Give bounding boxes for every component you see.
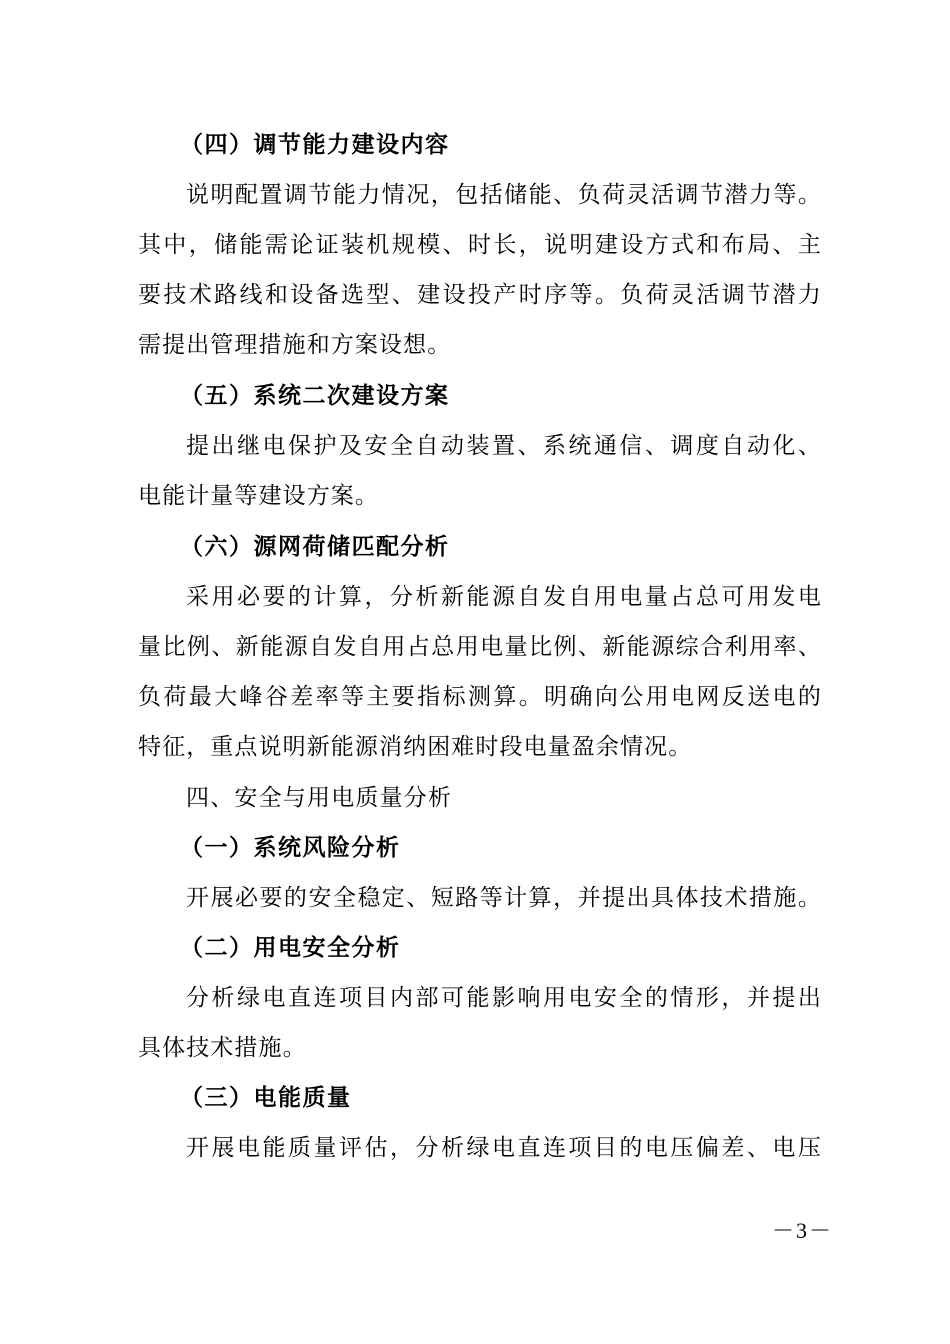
paragraph-line: 具体技术措施。 [138, 1035, 307, 1061]
subsection-heading-1: （一）系统风险分析 [180, 835, 401, 861]
paragraph-line: 特征，重点说明新能源消纳困难时段电量盈余情况。 [138, 734, 693, 760]
paragraph-line: 负荷最大峰谷差率等主要指标测算。明确向公用电网反送电的 [138, 684, 822, 710]
paragraph-line: 电能计量等建设方案。 [138, 483, 379, 509]
chapter-heading: 四、安全与用电质量分析 [186, 785, 453, 811]
paragraph-line: 说明配置调节能力情况，包括储能、负荷灵活调节潜力等。 [186, 182, 822, 208]
paragraph-line: 分析绿电直连项目内部可能影响用电安全的情形，并提出 [186, 985, 822, 1011]
paragraph-line: 其中，储能需论证装机规模、时长，说明建设方式和布局、主 [138, 232, 822, 258]
paragraph-line: 采用必要的计算，分析新能源自发自用电量占总可用发电 [186, 584, 822, 610]
section-heading-5: （五）系统二次建设方案 [180, 383, 450, 409]
paragraph-line: 需提出管理措施和方案设想。 [138, 332, 452, 358]
paragraph-line: 提出继电保护及安全自动装置、系统通信、调度自动化、 [186, 433, 822, 459]
section-heading-4: （四）调节能力建设内容 [180, 132, 450, 158]
subsection-heading-2: （二）用电安全分析 [180, 935, 401, 961]
section-heading-6: （六）源网荷储匹配分析 [180, 534, 450, 560]
subsection-heading-3: （三）电能质量 [180, 1085, 352, 1111]
paragraph-line: 开展电能质量评估，分析绿电直连项目的电压偏差、电压 [186, 1135, 822, 1161]
page-number: －3－ [772, 1218, 834, 1243]
paragraph-line: 开展必要的安全稳定、短路等计算，并提出具体技术措施。 [186, 885, 822, 911]
paragraph-line: 量比例、新能源自发自用占总用电量比例、新能源综合利用率、 [138, 634, 822, 660]
paragraph-line: 要技术路线和设备选型、建设投产时序等。负荷灵活调节潜力 [138, 282, 822, 308]
